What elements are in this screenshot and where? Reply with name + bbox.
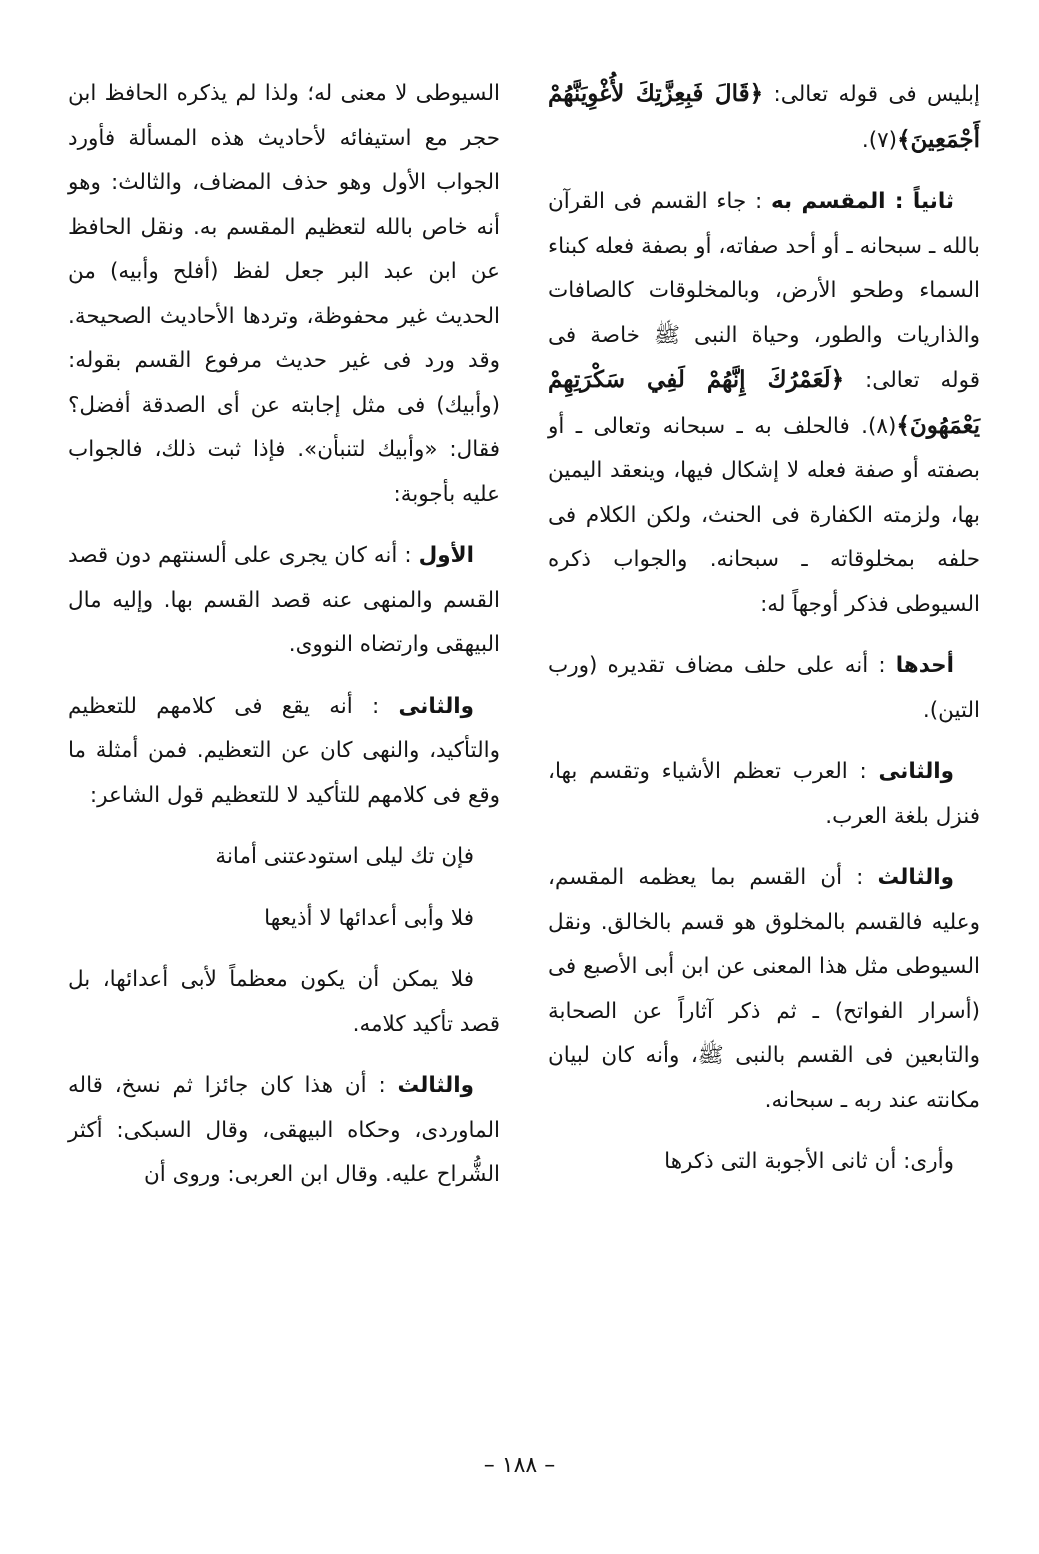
paragraph-text: : العرب تعظم الأشياء وتقسم بها، فنزل بلغة العرب. <box>548 759 980 829</box>
paragraph-text: : جاء القسم فى القرآن بالله ـ سبحانه ـ أو أحد صفاته، أو بصفة فعله كبناء السماء وطحو الأرض، وبالمخلوقات كالصافات والذاريات والطور، وحياة النبى ﷺ خاصة فى قوله تعالى: <box>548 189 980 393</box>
paragraph-text: : أنه على حلف مضاف تقديره (ورب التين). <box>548 653 980 723</box>
poem-verse-second: فلا وأبى أعدائها لا أذيعها <box>264 905 474 931</box>
paragraph-text: وأرى: أن ثانى الأجوبة التى ذكرها <box>664 1149 954 1174</box>
paragraph-text: : أن القسم بما يعظمه المقسم، وعليه فالقسم بالمخلوق هو قسم بالخالق. ونقل السيوطى مثل هذا المعنى عن ابن أبى الأصبع فى (أسرار الفواتح) ـ ثم ذكر آثاراً عن الصحابة والتابعين فى القسم بالنبى ﷺ، وأنه كان لبيان مكانته عند ربه ـ سبحانه. <box>548 865 980 1113</box>
paragraph-second-answer <box>548 750 980 839</box>
paragraph-muqsam-bihi <box>548 180 980 627</box>
paragraph-answer-first <box>68 534 500 668</box>
paragraph-text: إبليس فى قوله تعالى: <box>763 82 980 107</box>
paragraph-poem-comment <box>68 958 500 1047</box>
paragraph-answer-second <box>68 685 500 819</box>
paragraph-third-answer <box>548 856 980 1123</box>
paragraph-heading: والثانى <box>398 693 474 719</box>
paragraph-text: السيوطى لا معنى له؛ ولذا لم يذكره الحافظ ابن حجر مع استيفائه لأحاديث هذه المسألة فأورد الجواب الأول وهو حذف المضاف، والثالث: وهو أنه خاص بالله لتعظيم المقسم به. ونقل الحافظ عن ابن عبد البر جعل لفظ (أفلح وأبيه) من الحديث غير محفوظة، وتردها الأحاديث الصحيحة. وقد ورد فى غير حديث مرفوع القسم بقوله: (وأبيك) فى مثل إجابته عن أى الصدقة أفضل؟ فقال: «وأبيك لتنبأن». فإذا ثبت ذلك، فالجواب عليه بأجوبة: <box>68 81 500 507</box>
quran-verse: ﴿لَعَمْرُكَ إِنَّهُمْ لَفِي سَكْرَتِهِمْ يَعْمَهُونَ﴾ <box>548 366 980 439</box>
paragraph-iblis <box>548 72 980 163</box>
paragraph-answer-third <box>68 1064 500 1198</box>
paragraph-text: : أنه كان يجرى على ألسنتهم دون قصد القسم والمنهى عنه قصد القسم بها. وإليه مال البيهقى وارتضاه النووى. <box>68 543 500 657</box>
paragraph-heading: ثانياً : المقسم به <box>770 189 954 214</box>
footnote-ref: (٨) <box>868 413 897 439</box>
left-column <box>68 72 500 1215</box>
paragraph-continuation <box>68 72 500 517</box>
paragraph-first-answer <box>548 644 980 733</box>
paragraph-heading: أحدها <box>895 653 954 678</box>
paragraph-opinion <box>548 1140 980 1185</box>
paragraph-heading: والثالث <box>397 1073 474 1098</box>
paragraph-heading: والثالث <box>877 865 954 890</box>
right-column <box>548 72 980 1202</box>
paragraph-heading: والثانى <box>878 759 954 784</box>
poem-verse-first: فإن تك ليلى استودعتنى أمانة <box>215 844 474 869</box>
paragraph-heading: الأول <box>418 543 474 568</box>
paragraph-tail: . <box>861 127 869 153</box>
page-number: – ١٨٨ – <box>483 1453 556 1478</box>
paragraph-tail: . فالحلف به ـ سبحانه وتعالى ـ أو بصفته أو صفة فعله لا إشكال فيها، وينعقد اليمين بها، ولزمته الكفارة فى الحنث، ولكن الكلام فى حلفه بمخلوقاته ـ سبحانه. والجواب ذكره السيوطى فذكر أوجهاً له: <box>548 413 980 617</box>
paragraph-text: : أن هذا كان جائزا ثم نسخ، قاله الماوردى، وحكاه البيهقى، وقال السبكى: أكثر الشُّراح عليه. وقال ابن العربى: وروى أن <box>68 1073 500 1187</box>
paragraph-text: فلا يمكن أن يكون معظماً لأبى أعدائها، بل قصد تأكيد كلامه. <box>68 967 500 1037</box>
quran-verse: ﴿قَالَ فَبِعِزَّتِكَ لأُغْوِيَنَّهُمْ أَجْمَعِينَ﴾ <box>548 80 980 153</box>
footnote-ref: (٧) <box>868 127 898 153</box>
paragraph-text: : أنه يقع فى كلامهم للتعظيم والتأكيد، والنهى كان عن التعظيم. فمن أمثلة ما وقع فى كلامهم للتأكيد لا للتعظيم قول الشاعر: <box>68 693 500 808</box>
